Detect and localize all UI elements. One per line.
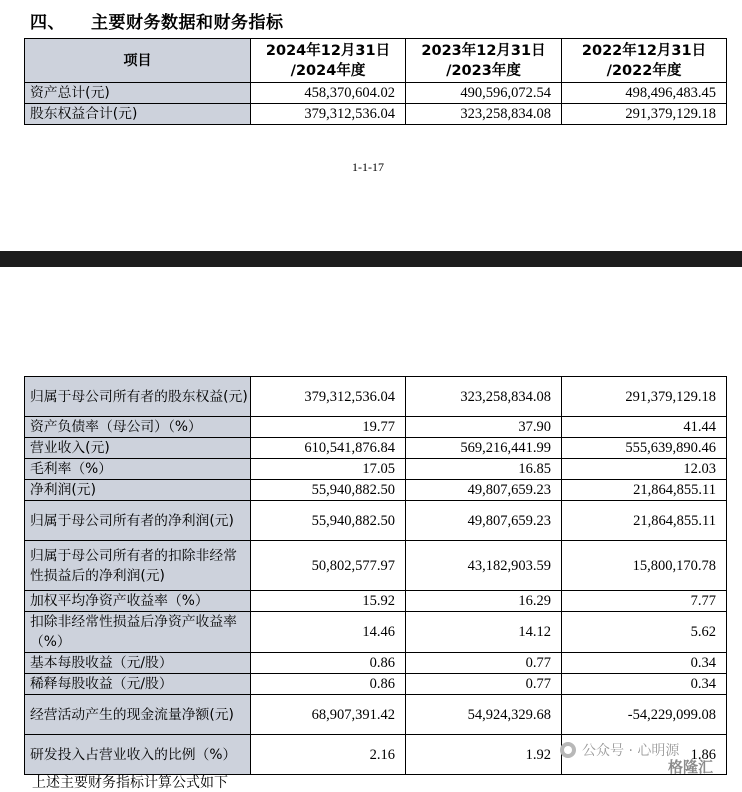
header-2024: 2024年12月31日 /2024年度 [251,39,406,83]
value-2024: 55,940,882.50 [251,501,406,541]
row-label: 经营活动产生的现金流量净额(元) [25,695,251,735]
value-2023: 49,807,659.23 [406,480,562,501]
row-label: 稀释每股收益（元/股） [25,674,251,695]
header-2023: 2023年12月31日 /2023年度 [406,39,562,83]
value-2024: 19.77 [251,417,406,438]
header-item: 项目 [25,39,251,83]
value-2024: 2.16 [251,735,406,775]
table-row [25,695,727,735]
page-number: 1-1-17 [352,160,384,174]
value-2024: 50,802,577.97 [251,541,406,591]
value-2022: 5.62 [562,612,727,653]
table-row [25,541,727,591]
value-2024: 610,541,876.84 [251,438,406,459]
row-label: 归属于母公司所有者的净利润(元) [25,501,251,541]
table-row [25,653,727,674]
value-2022: -54,229,099.08 [562,695,727,735]
table-row [25,377,727,417]
row-label: 归属于母公司所有者的扣除非经常性损益后的净利润(元) [25,541,251,591]
value-2022: 15,800,170.78 [562,541,727,591]
value-2024: 0.86 [251,674,406,695]
table-row [25,438,727,459]
table-row [25,674,727,695]
value-2023: 16.29 [406,591,562,612]
value-2023: 569,216,441.99 [406,438,562,459]
value-2024: 55,940,882.50 [251,480,406,501]
value-2024: 14.46 [251,612,406,653]
table-row [25,591,727,612]
value-2022: 41.44 [562,417,727,438]
row-label: 归属于母公司所有者的股东权益(元) [25,377,251,417]
value-2023: 323,258,834.08 [406,377,562,417]
value-2022: 555,639,890.46 [562,438,727,459]
value-2022: 21,864,855.11 [562,501,727,541]
value-2024: 379,312,536.04 [251,377,406,417]
watermark [560,740,679,760]
row-label: 营业收入(元) [25,438,251,459]
section-heading [30,8,284,33]
row-label: 毛利率（%） [25,459,251,480]
watermark-text: 公众号 · 心明源 [582,743,680,759]
footer-text: 上述主要财务指标计算公式如下 [32,775,228,791]
value-2022: 21,864,855.11 [562,480,727,501]
row-label: 资产总计(元) [25,83,251,104]
financial-table-top [24,38,727,125]
financial-table-bottom [24,376,727,775]
value-2023: 1.92 [406,735,562,775]
row-label: 研发投入占营业收入的比例（%） [25,735,251,775]
table-row [25,83,727,104]
value-2022: 291,379,129.18 [562,104,727,125]
value-2023: 490,596,072.54 [406,83,562,104]
value-2023: 14.12 [406,612,562,653]
table-row [25,459,727,480]
value-2022: 12.03 [562,459,727,480]
value-2022: 0.34 [562,653,727,674]
value-2023: 54,924,329.68 [406,695,562,735]
value-2023: 43,182,903.59 [406,541,562,591]
value-2022: 291,379,129.18 [562,377,727,417]
header-2022: 2022年12月31日 /2022年度 [562,39,727,83]
row-label: 净利润(元) [25,480,251,501]
value-2023: 49,807,659.23 [406,501,562,541]
section-number: 四、 [30,13,65,33]
value-2024: 379,312,536.04 [251,104,406,125]
watermark-brand: 格隆汇 [668,758,714,776]
value-2023: 37.90 [406,417,562,438]
table-row [25,104,727,125]
page-divider [0,251,742,267]
value-2024: 15.92 [251,591,406,612]
row-label: 资产负债率（母公司）（%） [25,417,251,438]
row-label: 基本每股收益（元/股） [25,653,251,674]
section-title: 主要财务数据和财务指标 [91,13,284,33]
value-2023: 0.77 [406,653,562,674]
value-2023: 0.77 [406,674,562,695]
row-label: 股东权益合计(元) [25,104,251,125]
value-2022: 1.86 [562,735,727,775]
value-2024: 17.05 [251,459,406,480]
row-label: 加权平均净资产收益率（%） [25,591,251,612]
table-row [25,501,727,541]
value-2022: 0.34 [562,674,727,695]
value-2023: 323,258,834.08 [406,104,562,125]
value-2024: 458,370,604.02 [251,83,406,104]
value-2022: 498,496,483.45 [562,83,727,104]
row-label: 扣除非经常性损益后净资产收益率（%） [25,612,251,653]
value-2024: 0.86 [251,653,406,674]
value-2022: 7.77 [562,591,727,612]
wechat-icon [560,742,576,758]
table-row [25,480,727,501]
value-2024: 68,907,391.42 [251,695,406,735]
table-row [25,612,727,653]
value-2023: 16.85 [406,459,562,480]
table-row [25,417,727,438]
